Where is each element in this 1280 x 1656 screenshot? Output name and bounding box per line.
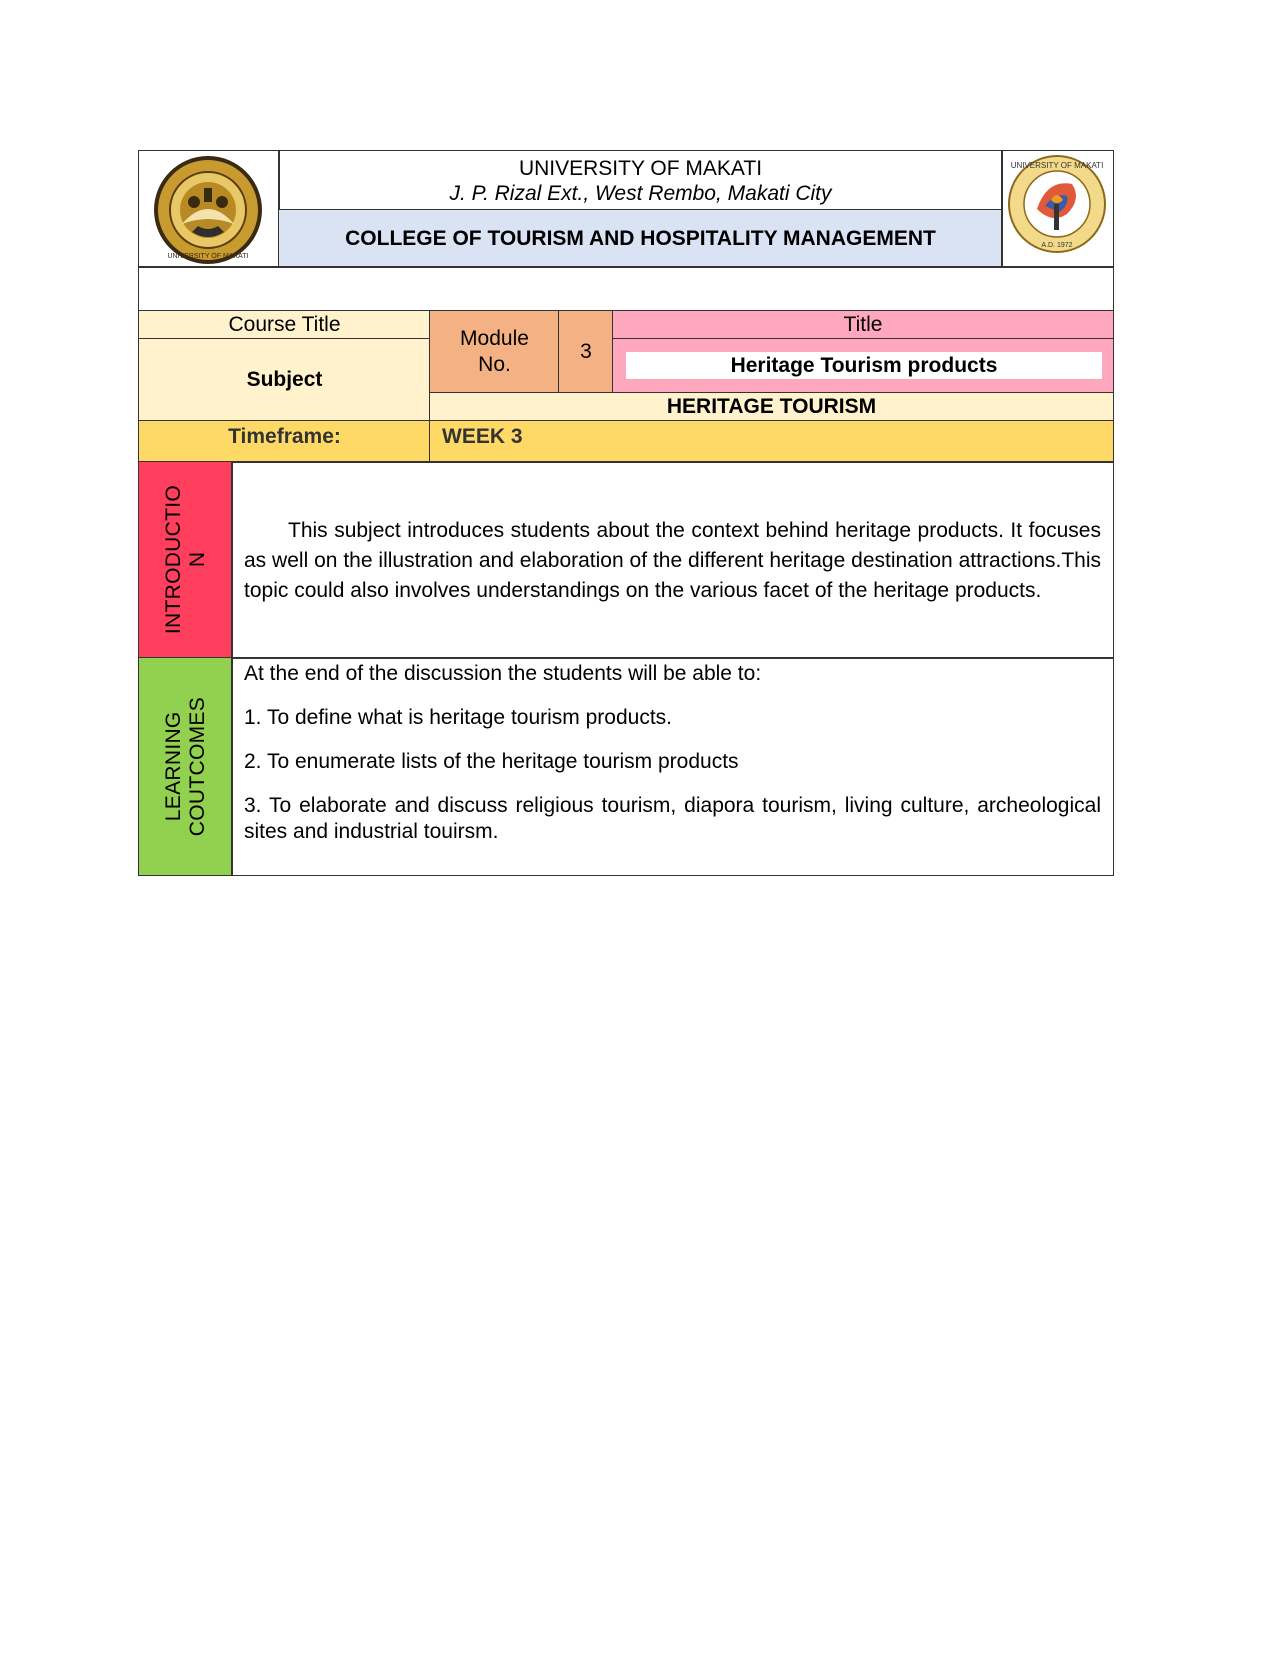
outcomes-label-cell [138, 657, 233, 876]
blank-row [138, 266, 1114, 312]
subject-label-cell [138, 338, 431, 422]
right-seal-text: UNIVERSITY OF MAKATI [1010, 161, 1104, 170]
right-seal-year: A.D. 1972 [1041, 242, 1073, 249]
module-label: Module No. [460, 327, 529, 376]
university-address: J. P. Rizal Ext., West Rembo, Makati City [449, 181, 832, 205]
module-number-cell [558, 310, 614, 394]
timeframe-label: Timeframe: [228, 425, 341, 448]
university-name: UNIVERSITY OF MAKATI [518, 156, 763, 180]
outcome-item: 2. To enumerate lists of the heritage tourism products [244, 750, 739, 773]
outcomes-body-cell [231, 657, 1114, 876]
course-title-label: Course Title [228, 313, 341, 336]
title-value-box [626, 352, 1102, 379]
university-info-cell [278, 150, 1003, 211]
title-value: Heritage Tourism products [730, 353, 998, 377]
outcomes-intro: At the end of the discussion the students will be able to: [244, 662, 762, 685]
course-title-label-cell [138, 310, 431, 340]
subject-label: Subject [246, 368, 323, 391]
introduction-label-cell [138, 461, 233, 659]
introduction-body-cell [231, 461, 1114, 659]
outcomes-label: LEARNING COUTCOMES [161, 696, 209, 837]
college-seal-logo [152, 154, 264, 266]
title-label: Title [843, 313, 883, 336]
timeframe-value-cell [429, 420, 1114, 463]
module-number: 3 [580, 340, 592, 363]
introduction-text: This subject introduces students about the context behind heritage products. It focuses as well on the illustration and elaboration of the different heritage destination attractions.This topic could also involves understandings on the various facet of the heritage products. [244, 519, 1101, 602]
title-label-cell [612, 310, 1114, 340]
university-seal-logo [1007, 154, 1107, 254]
left-seal-text: UNIVERSITY OF MAKATI [167, 253, 249, 260]
module-label-cell [429, 310, 560, 394]
college-name-bar [278, 209, 1003, 268]
college-name: COLLEGE OF TOURISM AND HOSPITALITY MANAGEMENT [345, 226, 936, 250]
outcome-item: 1. To define what is heritage tourism products. [244, 706, 673, 729]
timeframe-value: WEEK 3 [442, 425, 523, 448]
introduction-label: INTRODUCTIO N [161, 485, 209, 635]
subject-value: HERITAGE TOURISM [666, 395, 877, 418]
subject-value-cell [429, 392, 1114, 422]
outcome-item: 3. To elaborate and discuss religious tourism, diapora tourism, living culture, archeological sites and industrial touirsm. [244, 794, 1101, 843]
timeframe-label-cell [138, 420, 431, 463]
